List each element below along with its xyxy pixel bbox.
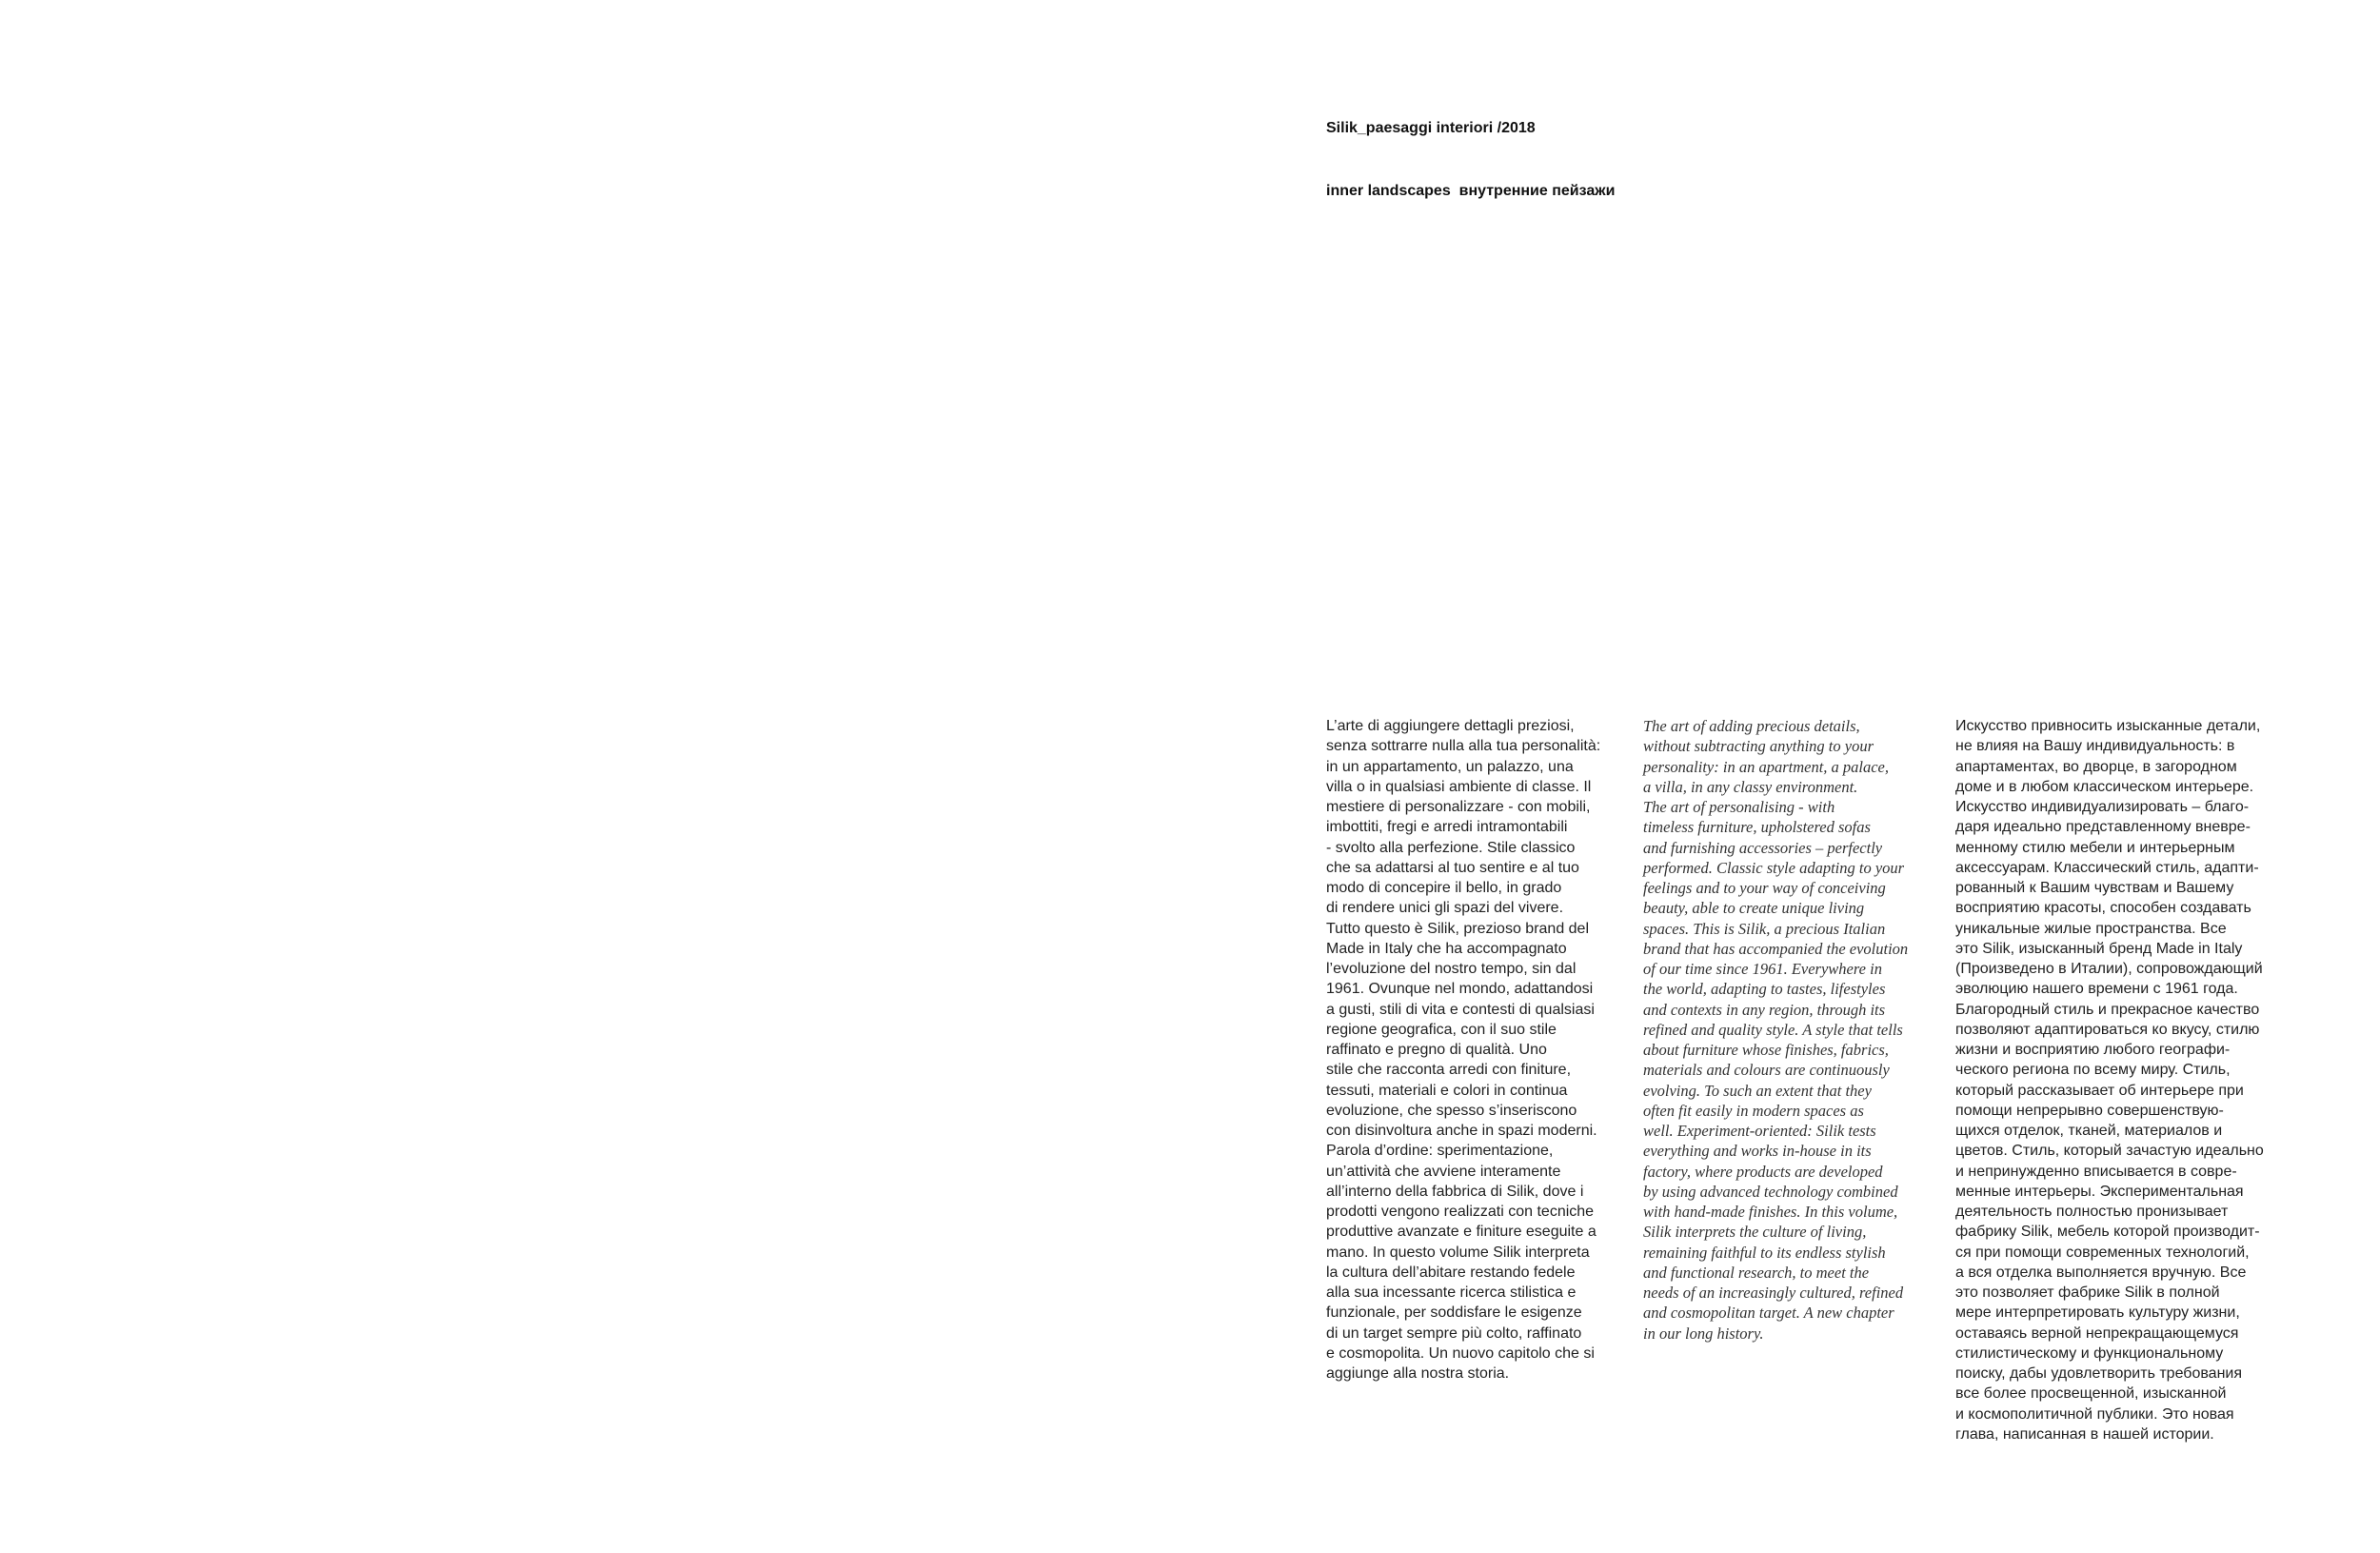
english-text-line: everything and works in-house in its <box>1643 1142 1872 1161</box>
russian-text-line: (Произведено в Италии), сопровождающий <box>1955 961 2263 977</box>
english-text-line: remaining faithful to its endless stylish <box>1643 1243 1886 1262</box>
english-text-line: well. Experiment-oriented: Silik tests <box>1643 1122 1876 1140</box>
header-subtitle: inner landscapes внутренние пейзажи <box>1326 183 1616 199</box>
italian-text-line: di un target sempre più colto, raffinato <box>1326 1324 1582 1342</box>
russian-text-line: помощи непрерывно совершенствую- <box>1955 1102 2224 1119</box>
english-text-line: timeless furniture, upholstered sofas <box>1643 818 1871 837</box>
russian-text-column <box>1955 716 2279 1444</box>
english-text-line: performed. Classic style adapting to your <box>1643 858 1905 877</box>
english-text-line: The art of personalising - with <box>1643 798 1835 816</box>
russian-text-line: аксессуарам. Классический стиль, адапти- <box>1955 859 2259 876</box>
russian-text-line: глава, написанная в нашей истории. <box>1955 1425 2214 1443</box>
italian-text-line: produttive avanzate e finiture eseguite a <box>1326 1224 1597 1241</box>
english-text-line: materials and colours are continuously <box>1643 1061 1890 1080</box>
italian-text-line: Parola d’ordine: sperimentazione, <box>1326 1143 1554 1160</box>
english-text-line: a villa, in any classy environment. <box>1643 777 1858 796</box>
russian-text-line: жизни и восприятию любого географи- <box>1955 1042 2231 1058</box>
english-text-line: of our time since 1961. Everywhere in <box>1643 960 1882 978</box>
russian-text-line: и космополитичной публики. Это новая <box>1955 1405 2234 1423</box>
russian-text-line: уникальные жилые пространства. Все <box>1955 920 2227 937</box>
russian-text-line: а вся отделка выполняется вручную. Все <box>1955 1264 2247 1281</box>
italian-text-line: a gusti, stili di vita e contesti di qualsiasi <box>1326 1001 1595 1018</box>
italian-text-line: stile che racconta arredi con finiture, <box>1326 1062 1572 1079</box>
russian-text-line: цветов. Стиль, который зачастую идеально <box>1955 1143 2264 1160</box>
english-text-line: often fit easily in modern spaces as <box>1643 1101 1864 1120</box>
english-text-line: the world, adapting to tastes, lifestyles <box>1643 980 1886 999</box>
italian-text-line: Tutto questo è Silik, prezioso brand del <box>1326 920 1590 937</box>
russian-text-line: менному стилю мебели и интерьерным <box>1955 839 2235 856</box>
english-text-line: evolving. To such an extent that they <box>1643 1081 1872 1100</box>
italian-text-line: l’evoluzione del nostro tempo, sin dal <box>1326 961 1577 977</box>
italian-text-line: aggiunge alla nostra storia. <box>1326 1365 1510 1382</box>
english-text-line: needs of an increasingly cultured, refined <box>1643 1284 1904 1302</box>
italian-text-line: evoluzione, che spesso s’inseriscono <box>1326 1102 1577 1119</box>
english-text-line: and cosmopolitan target. A new chapter <box>1643 1304 1894 1323</box>
russian-text-line: восприятию красоты, способен создавать <box>1955 900 2251 917</box>
english-text-line: The art of adding precious details, <box>1643 717 1860 735</box>
russian-text-line: деятельность полностью пронизывает <box>1955 1204 2229 1220</box>
italian-text-line: funzionale, per soddisfare le esigenze <box>1326 1304 1582 1322</box>
russian-text-line: даря идеально представленному вневре- <box>1955 819 2251 836</box>
italian-text-line: e cosmopolita. Un nuovo capitolo che si <box>1326 1344 1595 1362</box>
english-text-line: feelings and to your way of conceiving <box>1643 879 1886 897</box>
page-header <box>1326 76 1615 223</box>
italian-text-line: senza sottrarre nulla alla tua personalità: <box>1326 738 1601 755</box>
russian-text-line: рованный к Вашим чувствам и Вашему <box>1955 880 2234 896</box>
english-text-line: with hand-made finishes. In this volume, <box>1643 1203 1898 1221</box>
russian-text-line: Искусство индивидуализировать – благо- <box>1955 799 2250 815</box>
italian-text-line: un’attività che avviene interamente <box>1326 1163 1561 1180</box>
english-text-line: and contexts in any region, through its <box>1643 1000 1886 1019</box>
english-text-line: factory, where products are developed <box>1643 1162 1883 1181</box>
russian-text-line: мере интерпретировать культуру жизни, <box>1955 1304 2240 1322</box>
italian-text-line: tessuti, materiali e colori in continua <box>1326 1082 1568 1099</box>
italian-text-line: - svolto alla perfezione. Stile classico <box>1326 839 1576 856</box>
italian-text-line: imbottiti, fregi e arredi intramontabili <box>1326 819 1568 836</box>
italian-text-line: con disinvoltura anche in spazi moderni. <box>1326 1123 1597 1139</box>
english-text-line: and furnishing accessories – perfectly <box>1643 838 1883 857</box>
russian-text-line: это Silik, изысканный бренд Made in Italy <box>1955 940 2243 957</box>
russian-text-line: позволяют адаптироваться ко вкусу, стилю <box>1955 1021 2260 1038</box>
russian-text-line: поиску, дабы удовлетворить требования <box>1955 1365 2243 1382</box>
english-text-line: personality: in an apartment, a palace, <box>1643 757 1890 776</box>
english-text-line: and functional research, to meet the <box>1643 1263 1870 1282</box>
italian-text-line: che sa adattarsi al tuo sentire e al tuo <box>1326 859 1579 876</box>
russian-text-line: который рассказывает об интерьере при <box>1955 1082 2244 1099</box>
russian-text-line: ся при помощи современных технологий, <box>1955 1244 2250 1261</box>
russian-text-line: Благородный стиль и прекрасное качество <box>1955 1001 2260 1018</box>
english-text-line: by using advanced technology combined <box>1643 1182 1898 1201</box>
english-text-line: beauty, able to create unique living <box>1643 899 1865 918</box>
italian-text-line: mestiere di personalizzare - con mobili, <box>1326 799 1591 815</box>
russian-text-line: оставаясь верной непрекращающемуся <box>1955 1324 2239 1342</box>
italian-text-line: di rendere unici gli spazi del vivere. <box>1326 900 1564 917</box>
italian-text-line: L’arte di aggiungere dettagli preziosi, <box>1326 718 1575 734</box>
italian-text-line: modo di concepire il bello, in grado <box>1326 880 1562 896</box>
italian-text-line: all’interno della fabbrica di Silik, dove i <box>1326 1183 1584 1200</box>
italian-text-line: alla sua incessante ricerca stilistica e <box>1326 1284 1577 1301</box>
russian-text-line: апартаментах, во дворце, в загородном <box>1955 758 2237 775</box>
italian-text-line: la cultura dell’abitare restando fedele <box>1326 1264 1576 1281</box>
english-text-line: refined and quality style. A style that tells <box>1643 1020 1903 1039</box>
italian-text-column <box>1326 716 1631 1384</box>
italian-text-line: Made in Italy che ha accompagnato <box>1326 940 1567 957</box>
russian-text-line: все более просвещенной, изысканной <box>1955 1385 2227 1403</box>
russian-text-line: менные интерьеры. Экспериментальная <box>1955 1183 2244 1200</box>
russian-text-line: это позволяет фабрике Silik в полной <box>1955 1284 2220 1301</box>
english-text-line: brand that has accompanied the evolution <box>1643 939 1909 958</box>
russian-text-line: щихся отделок, тканей, материалов и <box>1955 1123 2223 1139</box>
russian-text-line: не влияя на Вашу индивидуальность: в <box>1955 738 2235 755</box>
italian-text-line: regione geografica, con il suo stile <box>1326 1021 1557 1038</box>
italian-text-line: mano. In questo volume Silik interpreta <box>1326 1244 1590 1261</box>
italian-text-line: 1961. Ovunque nel mondo, adattandosi <box>1326 981 1594 998</box>
russian-text-line: и непринужденно вписывается в совре- <box>1955 1163 2237 1180</box>
english-text-line: Silik interprets the culture of living, <box>1643 1223 1867 1242</box>
english-text-line: spaces. This is Silik, a precious Italian <box>1643 919 1886 938</box>
russian-text-line: стилистическому и функциональному <box>1955 1344 2224 1362</box>
english-text-line: in our long history. <box>1643 1324 1764 1343</box>
russian-text-line: ческого региона по всему миру. Стиль, <box>1955 1062 2231 1079</box>
italian-text-line: raffinato e pregno di qualità. Uno <box>1326 1042 1547 1058</box>
english-text-column <box>1643 716 1948 1344</box>
english-text-line: about furniture whose finishes, fabrics, <box>1643 1041 1889 1059</box>
russian-text-line: фабрику Silik, мебель которой производит- <box>1955 1224 2260 1241</box>
italian-text-line: prodotti vengono realizzati con tecniche <box>1326 1204 1595 1220</box>
english-text-line: without subtracting anything to your <box>1643 737 1874 756</box>
russian-text-line: доме и в любом классическом интерьере. <box>1955 778 2254 795</box>
russian-text-line: Искусство привносить изысканные детали, <box>1955 718 2261 734</box>
header-title: Silik_paesaggi interiori /2018 <box>1326 120 1536 136</box>
italian-text-line: in un appartamento, un palazzo, una <box>1326 758 1574 775</box>
italian-text-line: villa o in qualsiasi ambiente di classe. Il <box>1326 778 1592 795</box>
russian-text-line: эволюцию нашего времени с 1961 года. <box>1955 981 2238 998</box>
